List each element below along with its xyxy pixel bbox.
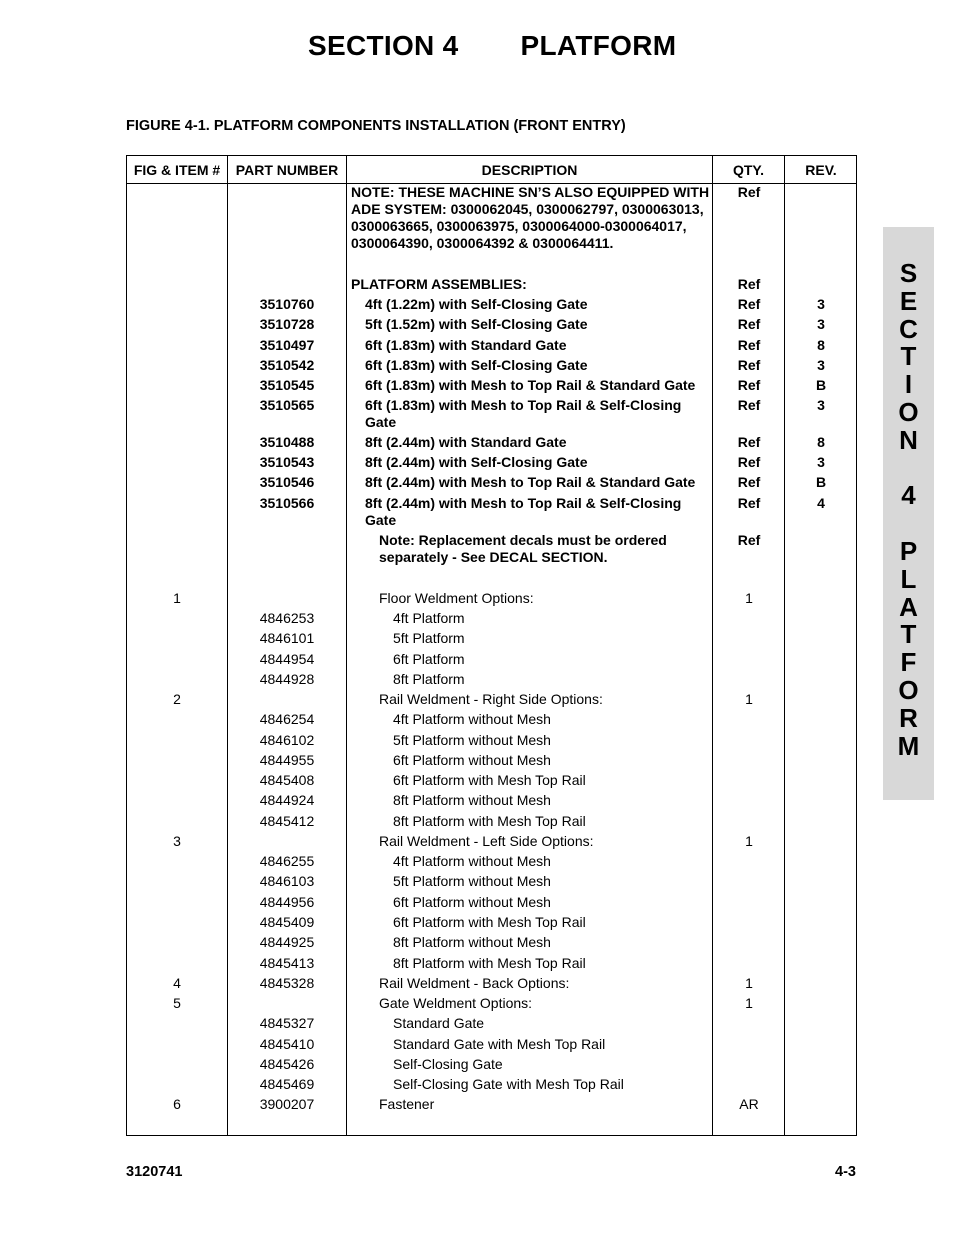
part-number-cell: 3510565 xyxy=(259,397,315,413)
qty-cell: Ref xyxy=(737,474,761,490)
qty-cell: 1 xyxy=(745,833,753,849)
description-cell: 4ft Platform without Mesh xyxy=(393,853,551,869)
parts-table xyxy=(126,155,857,1136)
description-cell: 8ft Platform with Mesh Top Rail xyxy=(393,955,586,971)
description-cell: Standard Gate with Mesh Top Rail xyxy=(393,1036,606,1052)
description-cell: Rail Weldment - Left Side Options: xyxy=(379,833,594,849)
rev-cell: 3 xyxy=(817,454,825,470)
rev-cell: 8 xyxy=(817,337,825,353)
part-number-cell: 4844954 xyxy=(259,651,315,667)
part-number-cell: 3510760 xyxy=(259,296,315,312)
side-tab-letter: L xyxy=(900,563,917,594)
rev-cell: 3 xyxy=(817,296,825,312)
description-cell: 4ft Platform xyxy=(393,610,465,626)
description-cell: 4ft Platform without Mesh xyxy=(393,711,551,727)
part-number-cell: 4845469 xyxy=(259,1076,315,1092)
qty-cell: 1 xyxy=(745,995,753,1011)
qty-cell: Ref xyxy=(737,276,761,292)
part-number-cell: 4845426 xyxy=(259,1056,315,1072)
part-number-cell: 3510728 xyxy=(259,316,315,332)
qty-cell: Ref xyxy=(737,184,761,200)
description-cell: 8ft Platform without Mesh xyxy=(393,792,551,808)
side-tab-letter: P xyxy=(899,535,918,566)
qty-cell: 1 xyxy=(745,590,753,606)
item-cell: 2 xyxy=(173,691,181,707)
qty-cell: Ref xyxy=(737,434,761,450)
description-cell: Rail Weldment - Right Side Options: xyxy=(379,691,603,707)
part-number-cell: 3510488 xyxy=(259,434,315,450)
page-number: 4-3 xyxy=(835,1164,856,1180)
section-name: PLATFORM xyxy=(520,30,677,61)
description-cell: Gate Weldment Options: xyxy=(379,995,533,1011)
description-cell: Standard Gate xyxy=(393,1015,485,1031)
description-cell: 6ft Platform without Mesh xyxy=(393,752,551,768)
side-tab-letter: C xyxy=(899,313,918,344)
part-number-cell: 4844955 xyxy=(259,752,315,768)
qty-cell: AR xyxy=(739,1096,759,1112)
part-number-cell: 4846102 xyxy=(259,732,315,748)
side-tab-letter xyxy=(883,455,934,483)
side-tab-letter: T xyxy=(900,619,917,650)
side-tab-letter: E xyxy=(899,285,918,316)
part-number-cell: 4846254 xyxy=(259,711,315,727)
description-cell: 8ft (2.44m) with Standard Gate xyxy=(365,434,567,450)
part-number-cell: 3510497 xyxy=(259,337,315,353)
description-cell: 0300064390, 0300064392 & 0300064411. xyxy=(351,235,614,251)
column-header-part-number: PART NUMBER xyxy=(235,162,339,178)
rev-cell: 8 xyxy=(817,434,825,450)
side-tab-letter: O xyxy=(898,396,919,427)
side-tab-letter: S xyxy=(899,258,918,288)
description-cell: 8ft (2.44m) with Self-Closing Gate xyxy=(365,454,588,470)
side-tab-letter: N xyxy=(899,424,918,455)
description-cell: 6ft Platform with Mesh Top Rail xyxy=(393,914,586,930)
description-cell: Fastener xyxy=(379,1096,435,1112)
qty-cell: 1 xyxy=(745,691,753,707)
rev-cell: B xyxy=(815,377,827,393)
side-tab-letter: R xyxy=(899,702,918,733)
qty-cell: Ref xyxy=(737,377,761,393)
description-cell: 6ft Platform xyxy=(393,651,465,667)
rev-cell: 3 xyxy=(817,316,825,332)
part-number-cell: 4845413 xyxy=(259,955,315,971)
part-number-cell: 3510545 xyxy=(259,377,315,393)
part-number-cell: 4846255 xyxy=(259,853,315,869)
side-tab-letter: A xyxy=(899,591,918,622)
side-tab-letter: M xyxy=(897,730,920,761)
column-header-description: DESCRIPTION xyxy=(481,162,578,178)
qty-cell: 1 xyxy=(745,975,753,991)
part-number-cell: 4845328 xyxy=(259,975,315,991)
part-number-cell: 4845408 xyxy=(259,772,315,788)
description-cell: 8ft (2.44m) with Mesh to Top Rail & Standard Gate xyxy=(365,474,696,490)
description-cell: NOTE: THESE MACHINE SN’S ALSO EQUIPPED WITH xyxy=(351,184,710,200)
part-number-cell: 3510543 xyxy=(259,454,315,470)
document-number: 3120741 xyxy=(126,1164,183,1180)
part-number-cell: 4844925 xyxy=(259,934,315,950)
part-number-cell: 3510566 xyxy=(259,495,315,511)
section-title xyxy=(308,30,676,62)
item-cell: 1 xyxy=(173,590,181,606)
description-cell: Gate xyxy=(365,512,397,528)
qty-cell: Ref xyxy=(737,316,761,332)
description-cell: 6ft (1.83m) with Mesh to Top Rail & Self-Closing xyxy=(365,397,682,413)
description-cell: Self-Closing Gate with Mesh Top Rail xyxy=(393,1076,624,1092)
qty-cell: Ref xyxy=(737,337,761,353)
rev-cell: 3 xyxy=(817,397,825,413)
part-number-cell: 4845410 xyxy=(259,1036,315,1052)
description-cell: 8ft Platform without Mesh xyxy=(393,934,551,950)
part-number-cell: 4846101 xyxy=(259,630,315,646)
description-cell: 5ft Platform without Mesh xyxy=(393,873,551,889)
side-tab-letter xyxy=(883,510,934,538)
figure-title: FIGURE 4-1. PLATFORM COMPONENTS INSTALLATION (FRONT ENTRY) xyxy=(126,118,626,134)
description-cell: 6ft (1.83m) with Self-Closing Gate xyxy=(365,357,588,373)
qty-cell: Ref xyxy=(737,454,761,470)
description-cell: 0300063665, 0300063975, 0300064000-0300064017, xyxy=(351,218,687,234)
side-tab-letter: F xyxy=(900,647,917,678)
description-cell: 8ft Platform with Mesh Top Rail xyxy=(393,813,586,829)
description-cell: 6ft Platform with Mesh Top Rail xyxy=(393,772,586,788)
part-number-cell: 4844928 xyxy=(259,671,315,687)
rev-cell: 4 xyxy=(817,495,825,511)
description-cell: 8ft (2.44m) with Mesh to Top Rail & Self-Closing xyxy=(365,495,682,511)
qty-cell: Ref xyxy=(737,397,761,413)
description-cell: Note: Replacement decals must be ordered xyxy=(379,532,667,548)
description-cell: separately - See DECAL SECTION. xyxy=(379,549,608,565)
item-cell: 3 xyxy=(173,833,181,849)
description-cell: 6ft Platform without Mesh xyxy=(393,894,551,910)
section-number: SECTION 4 xyxy=(308,30,459,61)
description-cell: ADE SYSTEM: 0300062045, 0300062797, 0300063013, xyxy=(351,201,704,217)
side-tab-letter: O xyxy=(898,674,919,705)
qty-cell: Ref xyxy=(737,495,761,511)
description-cell: Floor Weldment Options: xyxy=(379,590,534,606)
description-cell: Gate xyxy=(365,414,397,430)
part-number-cell: 4844924 xyxy=(259,792,315,808)
item-cell: 5 xyxy=(173,995,181,1011)
column-header-rev: REV. xyxy=(805,162,837,178)
part-number-cell: 4845409 xyxy=(259,914,315,930)
item-cell: 6 xyxy=(173,1096,181,1112)
qty-cell: Ref xyxy=(737,296,761,312)
rev-cell: B xyxy=(815,474,827,490)
description-cell: 5ft Platform without Mesh xyxy=(393,732,551,748)
side-tab-letter: I xyxy=(904,369,913,400)
part-number-cell: 3510542 xyxy=(259,357,315,373)
description-cell: 5ft Platform xyxy=(393,630,465,646)
part-number-cell: 4845412 xyxy=(259,813,315,829)
part-number-cell: 4846253 xyxy=(259,610,315,626)
description-cell: PLATFORM ASSEMBLIES: xyxy=(351,276,527,292)
item-cell: 4 xyxy=(173,975,181,991)
column-header-item: FIG & ITEM # xyxy=(133,162,221,178)
part-number-cell: 4845327 xyxy=(259,1015,315,1031)
description-cell: 5ft (1.52m) with Self-Closing Gate xyxy=(365,316,588,332)
part-number-cell: 4846103 xyxy=(259,873,315,889)
qty-cell: Ref xyxy=(737,532,761,548)
description-cell: 6ft (1.83m) with Standard Gate xyxy=(365,337,567,353)
column-divider xyxy=(346,156,347,1135)
side-tab-label xyxy=(883,260,934,760)
rev-cell: 3 xyxy=(817,357,825,373)
qty-cell: Ref xyxy=(737,357,761,373)
column-header-qty: QTY. xyxy=(732,162,765,178)
part-number-cell: 4844956 xyxy=(259,894,315,910)
side-tab-letter: T xyxy=(900,341,917,372)
section-side-tab xyxy=(883,227,934,800)
part-number-cell: 3900207 xyxy=(259,1096,315,1112)
description-cell: 8ft Platform xyxy=(393,671,465,687)
description-cell: Rail Weldment - Back Options: xyxy=(379,975,570,991)
description-cell: 6ft (1.83m) with Mesh to Top Rail & Standard Gate xyxy=(365,377,696,393)
side-tab-letter: 4 xyxy=(901,480,916,511)
part-number-cell: 3510546 xyxy=(259,474,315,490)
description-cell: 4ft (1.22m) with Self-Closing Gate xyxy=(365,296,588,312)
description-cell: Self-Closing Gate xyxy=(393,1056,503,1072)
